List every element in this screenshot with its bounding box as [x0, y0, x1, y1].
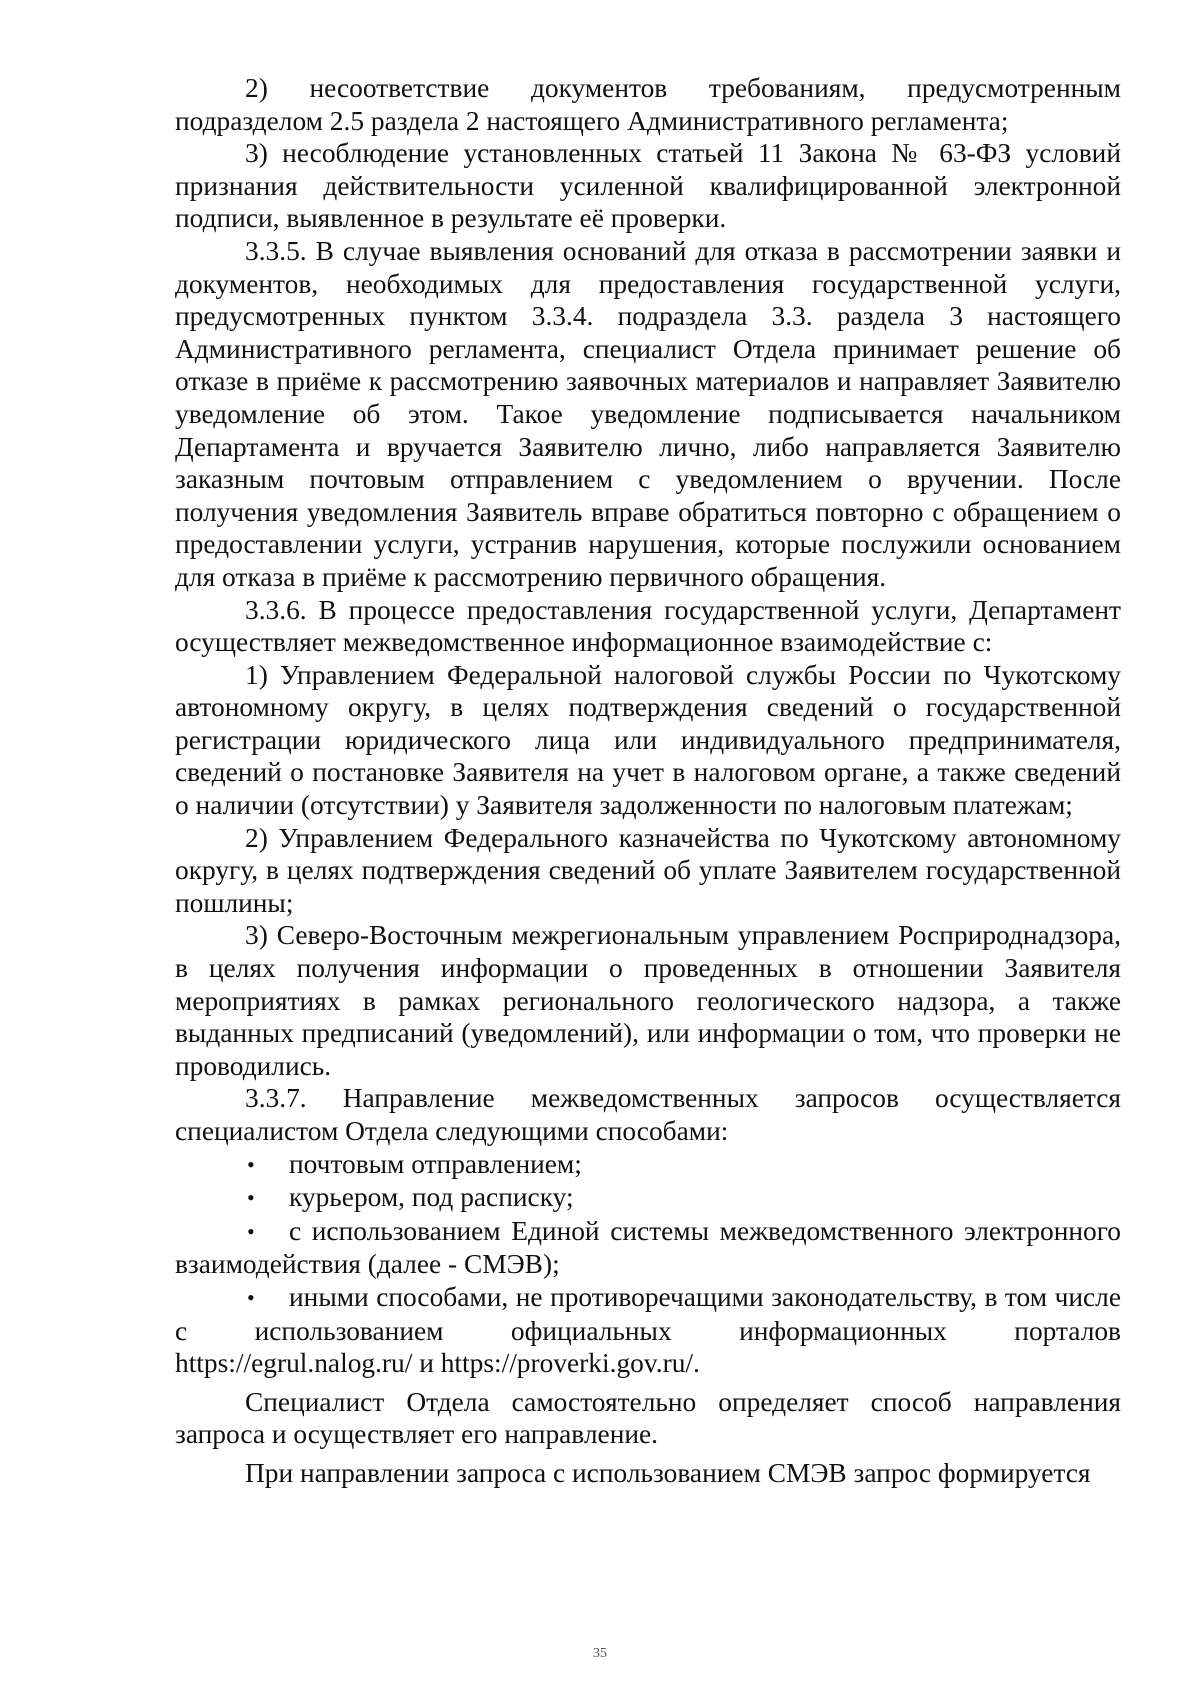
paragraph-item-2-mismatch: 2) несоответствие документов требованиям, предусмотренным подразделом 2.5 раздела 2 настоящего Административного регламента; [175, 73, 1121, 136]
page-number: 35 [593, 1646, 607, 1661]
paragraph-method-selection: Специалист Отдела самостоятельно определяет способ направления запроса и осуществляет его направление. [175, 1386, 1121, 1450]
bullet-icon [247, 1282, 289, 1315]
bullet-icon [247, 1182, 289, 1215]
paragraph-3-3-6: 3.3.6. В процессе предоставления государственной услуги, Департамент осуществляет межведомственное информационное взаимодействие с: [175, 594, 1121, 658]
paragraph-item-3-signature: 3) несоблюдение установленных статьей 11 Закона № 63-ФЗ условий признания действительности усиленной квалифицированной электронной подписи, выявленное в результате её проверки. [175, 138, 1121, 234]
paragraph-smev-request: При направлении запроса с использованием СМЭВ запрос формируется [245, 1457, 1091, 1488]
bullet-item [175, 1215, 1121, 1281]
paragraph-rosprirodnadzor-interaction: 3) Северо-Восточным межрегиональным управлением Росприроднадзора, в целях получения информации о проведенных в отношении Заявителя мероприятиях в рамках регионального геологического надзора, а также выданных предписаний (уведомлений), или информации о том, что проверки не проводились. [175, 920, 1121, 1081]
bullet-icon [247, 1216, 289, 1249]
bullet-item-text: почтовым отправлением; [289, 1148, 582, 1179]
bullet-item-text: иными способами, не противоречащими законодательству, в том числе с использованием официальных информационных порталов https://egrul.nalog.ru/ и https://proverki.gov.ru/. [175, 1281, 1121, 1379]
bullet-item [175, 1148, 1121, 1182]
paragraph-3-3-7: 3.3.7. Направление межведомственных запросов осуществляется специалистом Отдела следующими способами: [175, 1083, 1121, 1146]
bullet-item-text: курьером, под расписку; [289, 1182, 574, 1213]
paragraph-fns-interaction: 1) Управлением Федеральной налоговой службы России по Чукотскому автономному округу, в целях подтверждения сведений о государственной регистрации юридического лица или индивидуального предпринимателя, сведений о постановке Заявителя на учет в налоговом органе, а также сведений о наличии (отсутствии) у Заявителя задолженности по налоговым платежам; [175, 659, 1121, 821]
bullet-item [175, 1281, 1121, 1380]
bullet-icon [247, 1149, 289, 1182]
bullet-item [175, 1181, 1121, 1215]
bullet-item-text: с использованием Единой системы межведомственного электронного взаимодействия (далее - СМЭВ); [175, 1215, 1121, 1280]
paragraph-treasury-interaction: 2) Управлением Федерального казначейства по Чукотскому автономному округу, в целях подтверждения сведений об уплате Заявителем государственной пошлины; [175, 822, 1121, 918]
document-body [175, 72, 1121, 1490]
paragraph-3-3-5: 3.3.5. В случае выявления оснований для отказа в рассмотрении заявки и документов, необходимых для предоставления государственной услуги, предусмотренных пунктом 3.3.4. подраздела 3.3. раздела 3 настоящего Административного регламента, специалист Отдела принимает решение об отказе в приёме к рассмотрению заявочных материалов и направляет Заявителю уведомление об этом. Такое уведомление подписывается начальником Департамента и вручается Заявителю лично, либо направляется Заявителю заказным почтовым отправлением с уведомлением о вручении. После получения уведомления Заявитель вправе обратиться повторно с обращением о предоставлении услуги, устранив нарушения, которые послужили основанием для отказа в приёме к рассмотрению первичного обращения. [175, 235, 1121, 592]
